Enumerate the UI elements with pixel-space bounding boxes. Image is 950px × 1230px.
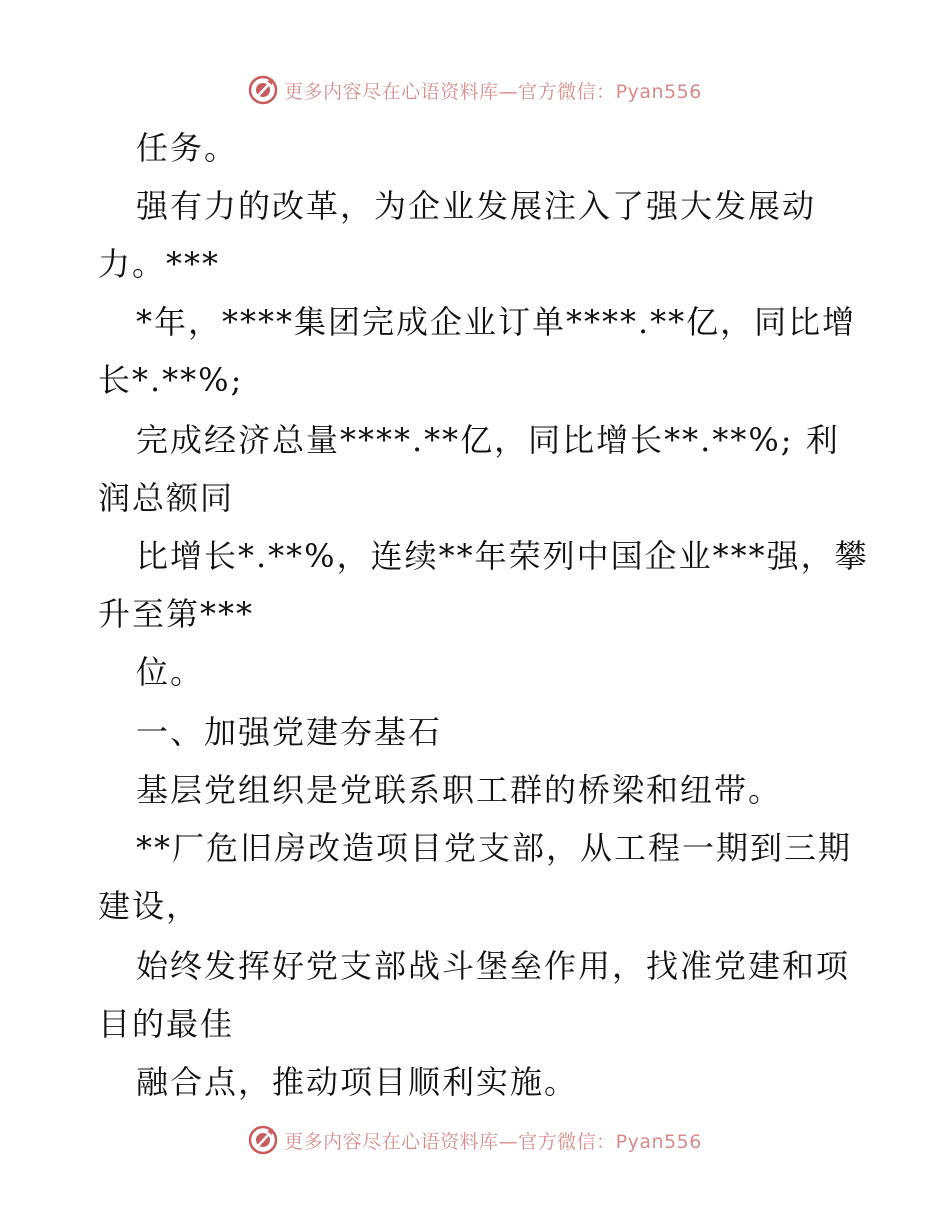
- logo-seal-icon: [248, 75, 278, 105]
- text-line: *年，****集团完成企业订单****.**亿，同比增: [136, 303, 857, 341]
- text-line: 升至第***: [98, 595, 255, 633]
- text-line: **厂危旧房改造项目党支部，从工程一期到三期: [136, 829, 853, 867]
- text-line: 始终发挥好党支部战斗堡垒作用，找准党建和项: [136, 947, 851, 985]
- text-line: 比增长*.**%，连续**年荣列中国企业***强，攀: [136, 537, 869, 575]
- text-line: 长*.**%;: [98, 361, 244, 399]
- text-line: 融合点，推动项目顺利实施。: [136, 1063, 579, 1101]
- text-line: 位。: [136, 653, 205, 691]
- text-line: 完成经济总量****.**亿，同比增长**.**%; 利: [136, 421, 840, 459]
- text-line: 强有力的改革，为企业发展注入了强大发展动: [136, 187, 817, 225]
- footer-banner-text: 更多内容尽在心语资料库—官方微信：Pyan556: [284, 1130, 702, 1153]
- footer-banner: [0, 1120, 950, 1160]
- section-heading: 一、加强党建夯基石: [136, 713, 443, 751]
- header-banner: [0, 70, 950, 110]
- text-line: 力。***: [98, 245, 221, 283]
- text-line: 润总额同: [98, 479, 235, 517]
- header-banner-text: 更多内容尽在心语资料库—官方微信：Pyan556: [284, 80, 702, 103]
- text-line: 建设，: [98, 887, 201, 925]
- logo-seal-icon: [248, 1125, 278, 1155]
- text-line: 目的最佳: [98, 1005, 235, 1043]
- text-line: 基层党组织是党联系职工群的桥梁和纽带。: [136, 771, 783, 809]
- text-line: 任务。: [136, 129, 239, 167]
